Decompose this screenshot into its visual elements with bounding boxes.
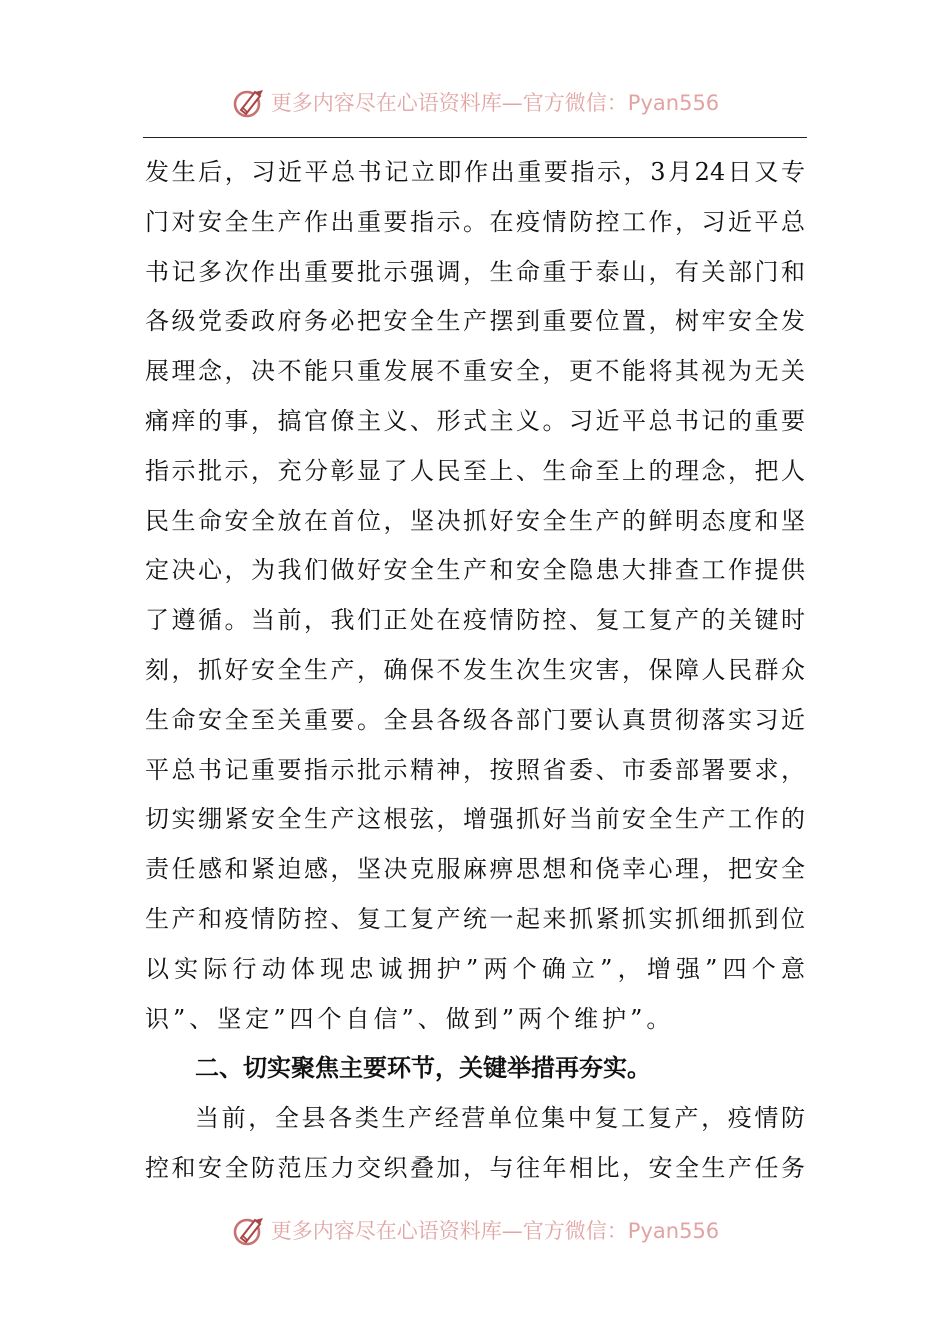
paragraph-1-line: 识”、坚定”四个自信”、做到”两个维护”。 bbox=[145, 1004, 675, 1033]
paragraph-1-line: 定决心，为我们做好安全生产和安全隐患大排查工作提供 bbox=[145, 556, 805, 585]
paragraph-1-line: 门对安全生产作出重要指示。在疫情防控工作，习近平总 bbox=[145, 207, 805, 236]
paragraph-1-line: 以实际行动体现忠诚拥护”两个确立”，增强”四个意 bbox=[145, 954, 805, 983]
paragraph-1-line: 生产和疫情防控、复工复产统一起来抓紧抓实抓细抓到位 bbox=[145, 904, 805, 933]
paragraph-1-line: 切实绷紧安全生产这根弦，增强抓好当前安全生产工作的 bbox=[145, 805, 805, 834]
section-heading-2: 二、切实聚焦主要环节，关键举措再夯实。 bbox=[195, 1054, 651, 1083]
header-divider bbox=[143, 137, 807, 138]
paragraph-1-line: 指示批示，充分彰显了人民至上、生命至上的理念，把人 bbox=[145, 456, 805, 485]
footer-watermark-banner bbox=[0, 1208, 950, 1252]
paragraph-1-line: 责任感和紧迫感，坚决克服麻痹思想和侥幸心理，把安全 bbox=[145, 855, 805, 884]
header-watermark-banner bbox=[0, 80, 950, 124]
paragraph-1-line: 展理念，决不能只重发展不重安全，更不能将其视为无关 bbox=[145, 357, 805, 386]
footer-watermark-text: 更多内容尽在心语资料库—官方微信：Pyan556 bbox=[270, 1219, 720, 1243]
paragraph-1-line: 了遵循。当前，我们正处在疫情防控、复工复产的关键时 bbox=[145, 606, 805, 635]
paragraph-2-line: 当前，全县各类生产经营单位集中复工复产，疫情防 bbox=[195, 1104, 805, 1133]
header-watermark-text: 更多内容尽在心语资料库—官方微信：Pyan556 bbox=[270, 91, 720, 115]
paragraph-2-line: 控和安全防范压力交织叠加，与往年相比，安全生产任务 bbox=[145, 1153, 805, 1182]
paragraph-1-line: 生命安全至关重要。全县各级各部门要认真贯彻落实习近 bbox=[145, 705, 805, 734]
pen-nib-circle-icon bbox=[231, 1212, 267, 1248]
paragraph-1-line: 平总书记重要指示批示精神，按照省委、市委部署要求， bbox=[145, 755, 805, 784]
paragraph-1-line: 民生命安全放在首位，坚决抓好安全生产的鲜明态度和坚 bbox=[145, 506, 805, 535]
paragraph-1-line: 各级党委政府务必把安全生产摆到重要位置，树牢安全发 bbox=[145, 307, 805, 336]
pen-nib-circle-icon bbox=[231, 84, 267, 120]
document-body bbox=[145, 148, 805, 1194]
paragraph-1-line: 刻，抓好安全生产，确保不发生次生灾害，保障人民群众 bbox=[145, 655, 805, 684]
paragraph-1-line: 书记多次作出重要批示强调，生命重于泰山，有关部门和 bbox=[145, 257, 805, 286]
paragraph-1-line: 痛痒的事，搞官僚主义、形式主义。习近平总书记的重要 bbox=[145, 406, 805, 435]
paragraph-1-line: 发生后，习近平总书记立即作出重要指示，3月24日又专 bbox=[145, 158, 805, 186]
